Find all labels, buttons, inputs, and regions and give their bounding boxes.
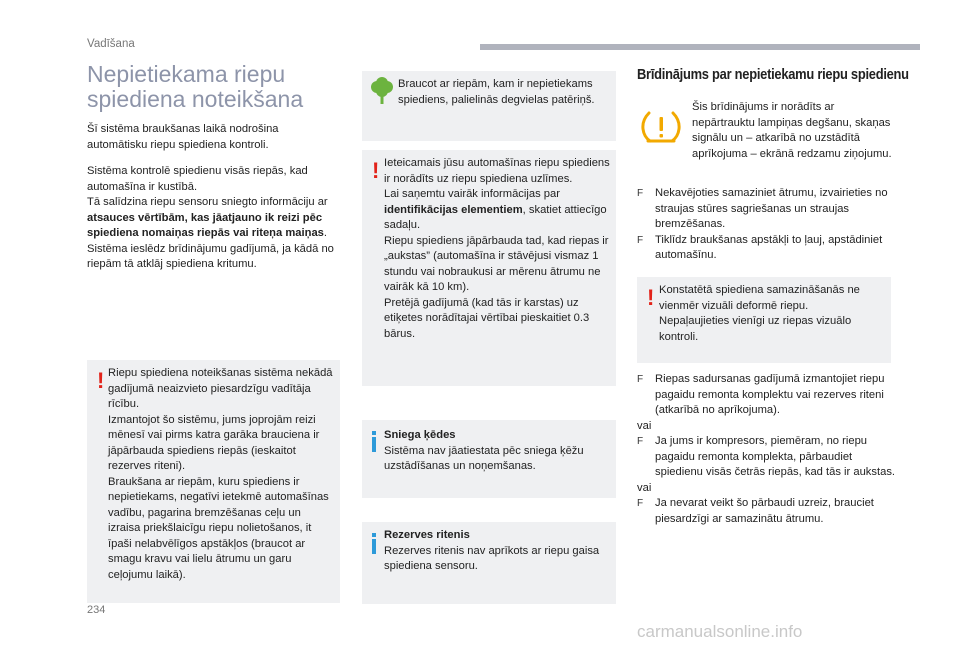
eco-text: Braucot ar riepām, kam ir nepietiekams spiediens, palielinās degvielas patēriņš.	[398, 78, 595, 106]
watermark: carmanualsonline.info	[637, 622, 803, 641]
title-line-2: spiediena noteikšana	[87, 86, 304, 112]
warning-exclamation-icon: !	[372, 158, 380, 183]
info-box-spare-wheel	[362, 522, 616, 604]
list-item: F Ja jums ir kompresors, piemēram, no riepu pagaidu remonta komplekta, pārbaudiet spiedienu visās četrās riepās, kad tās ir aukstas.	[637, 435, 896, 478]
warning-box-visual	[637, 277, 891, 363]
arrow-icon: F	[637, 498, 644, 509]
title-line-1: Nepietiekama riepu	[87, 61, 286, 87]
arrow-icon: F	[637, 374, 644, 385]
snow-chains-text: Sniega ķēdes Sistēma nav jāatiestata pēc sniega ķēžu uzstādīšanas un noņemšanas.	[384, 429, 584, 472]
intro-paragraph: Šī sistēma braukšanas laikā nodrošina automātisku riepu spiediena kontroli.	[87, 123, 279, 151]
pressure-text: Ieteicamais jūsu automašīnas riepu spiediens ir norādīts uz riepu spiediena uzlīmes. Lai saņemtu vairāk informācijas par identifikācijas elementiem, skatiet attiecīgo sadaļu. Riepu spiediens jāpārbauda tad, kad riepas ir „aukstas” (automašīna ir stāvējusi vismaz 1 stundu vai nobraukusi ar mērenu ātrumu ne vairāk kā 10 km). Pretējā gadījumā (kad tās ir karstas) uz etiķetes norādītajai vērtībai pieskaitiet 0.3 bārus.	[384, 157, 610, 340]
arrow-icon: F	[637, 188, 644, 199]
page-number: 234	[87, 604, 106, 616]
eco-box	[362, 71, 616, 141]
warning-box-pressure	[362, 150, 616, 386]
info-box-snow-chains	[362, 420, 616, 498]
list-item: F Nekavējoties samaziniet ātrumu, izvairieties no straujas stūres sagriešanas un straujas bremzēšanas.	[637, 187, 888, 230]
header-bar	[480, 44, 920, 50]
system-paragraph: Sistēma kontrolē spiedienu visās riepās, kad automašīna ir kustībā. Tā salīdzina riepu sensoru sniegto informāciju ar atsauces vērtībām, kas jāatjauno ik reizi pēc spiediena nomaiņas riepās vai riteņa maiņas. Sistēma ieslēdz brīdinājumu gadījumā, ja kādā no riepām tā atklāj spiediena kritumu.	[87, 165, 334, 270]
section-label: Vadīšana	[87, 38, 135, 50]
list-item: F Riepas sadursanas gadījumā izmantojiet riepu pagaidu remonta komplektu vai rezerves riteni (atkarībā no aprīkojuma).	[637, 373, 885, 416]
action-list-1	[637, 186, 899, 264]
list-item: F Tiklīdz braukšanas apstākļi to ļauj, apstādiniet automašīnu.	[637, 233, 883, 261]
arrow-icon: F	[637, 436, 644, 447]
or-label: vai	[637, 419, 652, 432]
action-list-2	[637, 372, 899, 527]
spare-wheel-text: Rezerves ritenis Rezerves ritenis nav aprīkots ar riepu gaisa spiediena sensoru.	[384, 529, 600, 572]
eco-tree-icon	[370, 77, 394, 105]
tyre-pressure-warning-icon	[640, 110, 682, 144]
icon-description: Šis brīdinājums ir norādīts ar nepārtrauktu lampiņas degšanu, skaņas signālu un – atkarībā no uzstādītā aprīkojuma – ekrānā redzamu ziņojumu.	[692, 101, 892, 160]
visual-warning-text: Konstatētā spiediena samazināšanās ne vienmēr vizuāli deformē riepu. Nepaļaujieties vienīgi uz riepas vizuālo kontroli.	[659, 284, 860, 343]
warning-exclamation-icon: !	[97, 368, 105, 393]
section-heading: Brīdinājums par nepietiekamu riepu spiedienu	[637, 66, 909, 83]
warning-text: Riepu spiediena noteikšanas sistēma nekādā gadījumā neaizvieto piesardzīgu vadītāja rīcību. Izmantojot šo sistēmu, jums joprojām reizi mēnesī vai pirms katra garāka brauciena ir jāpārbauda spiediens riepās (ieskaitot rezerves riteni). Braukšana ar riepām, kuru spiediens ir nepietiekams, negatīvi ietekmē automašīnas vadību, pagarina bremzēšanas ceļu un izraisa priekšlaicīgu riepu nolietošanos, it īpaši nelabvēlīgos apstākļos (braucot ar smagu kravu vai lielu ātrumu un garu ceļojumu laikā).	[108, 367, 333, 581]
intro-text	[87, 122, 340, 284]
arrow-icon: F	[637, 234, 644, 246]
warning-box-driver	[87, 360, 340, 603]
or-label: vai	[637, 481, 652, 494]
page-title	[87, 62, 347, 112]
warning-exclamation-icon: !	[647, 285, 655, 310]
list-item: F Ja nevarat veikt šo pārbaudi uzreiz, brauciet piesardzīgi ar samazinātu ātrumu.	[637, 497, 874, 525]
